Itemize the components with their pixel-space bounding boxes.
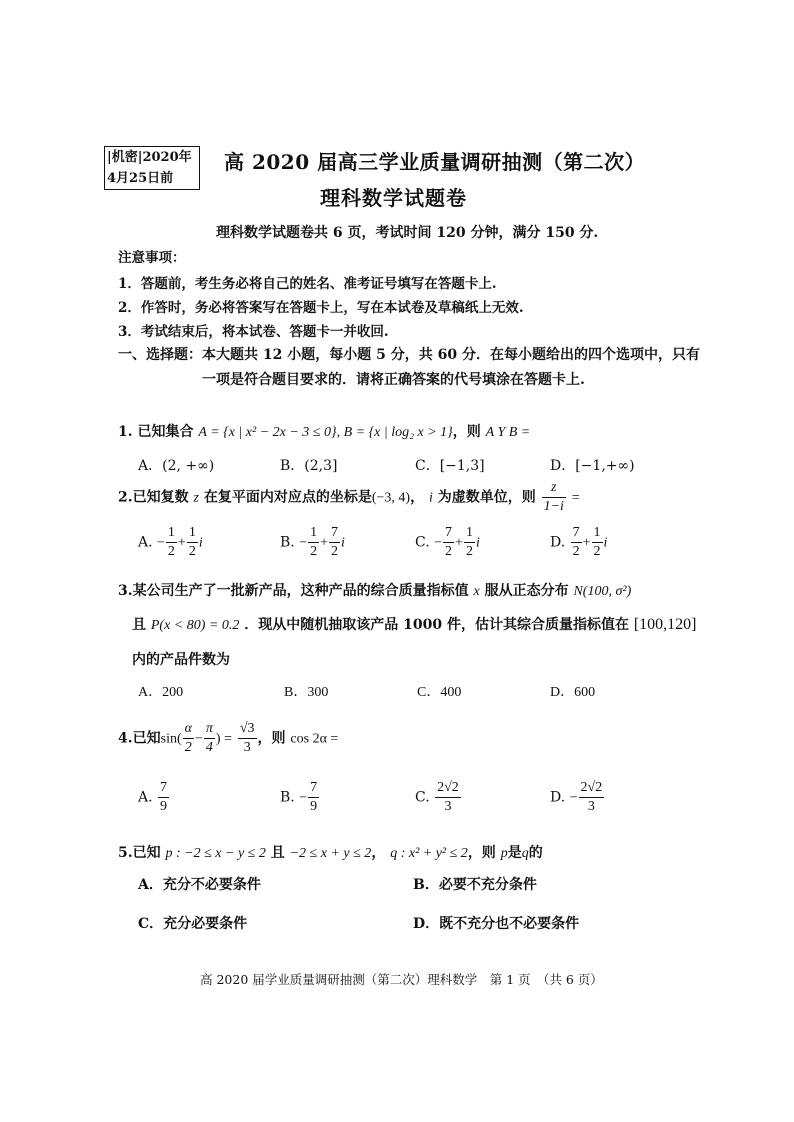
question-2: [118, 481, 580, 514]
math-fraction: [542, 481, 566, 514]
notes-heading: 注意事项：: [118, 250, 186, 266]
question-text: ，则: [452, 424, 481, 440]
option-a: [138, 526, 203, 559]
math-expression: (−3, 4): [371, 490, 411, 506]
note-item: 1．答题前，考生务必将自己的姓名、准考证号填写在答题卡上.: [118, 276, 497, 292]
math-fraction: [592, 526, 603, 559]
option-d: [550, 526, 607, 559]
math-fraction: [443, 526, 454, 559]
question-text: 已知: [132, 845, 161, 861]
math-operator: ) =: [215, 731, 232, 747]
seal-line-2: 4月25日前: [107, 171, 174, 186]
math-var: q: [521, 846, 529, 861]
math-fraction: [329, 526, 340, 559]
fraction-numerator: 2√2: [435, 781, 461, 798]
math-fraction: [187, 526, 198, 559]
question-number: 4.: [118, 730, 133, 747]
question-text: 在复平面内对应点的坐标是: [203, 489, 372, 506]
math-var: i: [341, 535, 345, 551]
math-equals: =: [571, 490, 580, 506]
option-b: [280, 526, 345, 559]
math-fraction: [204, 722, 215, 755]
math-fraction: [308, 781, 319, 814]
fraction-denominator: 2: [331, 544, 339, 559]
fraction-numerator: 7: [571, 526, 582, 543]
fraction-numerator: 1: [187, 526, 198, 543]
fraction-numerator: 7: [158, 781, 169, 798]
option-label: D.: [550, 534, 566, 551]
option-c: C．充分必要条件: [138, 916, 248, 932]
fraction-denominator: 2: [184, 740, 192, 755]
math-expression: cos 2α =: [290, 731, 339, 747]
fraction-numerator: 1: [166, 526, 177, 543]
math-operator: +: [177, 535, 186, 551]
option-label: C.: [415, 789, 430, 806]
fraction-denominator: 2: [167, 544, 175, 559]
question-text: 已知: [132, 730, 161, 747]
fraction-denominator: 2: [310, 544, 318, 559]
question-text: 某公司生产了一批新产品，这种产品的综合质量指标值: [132, 583, 469, 599]
question-text: 的: [528, 845, 543, 861]
math-var: i: [428, 490, 433, 506]
option-d: D．600: [550, 685, 596, 700]
math-fraction: [158, 781, 169, 814]
question-text: ，: [371, 845, 386, 861]
fraction-denominator: 9: [310, 799, 318, 814]
math-var: i: [475, 535, 480, 551]
seal-line-1: |机密|2020年: [107, 150, 192, 165]
math-var: z: [193, 490, 199, 506]
math-sign: −: [569, 790, 578, 806]
question-3: [118, 580, 631, 600]
math-expression: q : x² + y² ≤ 2: [390, 846, 468, 861]
question-text: 为虚数单位，则: [437, 489, 536, 506]
exam-subtitle: 理科数学试题卷: [320, 186, 467, 210]
math-expression: N(100, σ²): [573, 584, 632, 599]
exam-title: 高 2020 届高三学业质量调研抽测（第二次）: [224, 150, 646, 174]
math-fraction: [166, 526, 177, 559]
fraction-denominator: 2: [572, 544, 580, 559]
math-var: i: [198, 535, 203, 551]
math-fraction: [435, 781, 461, 814]
math-sign: −: [434, 535, 443, 551]
math-expression: −2 ≤ x + y ≤ 2: [289, 846, 372, 861]
option-c: C．400: [417, 685, 462, 700]
question-text: 已知复数: [132, 489, 189, 506]
question-4: [118, 722, 338, 755]
fraction-denominator: 2: [465, 544, 473, 559]
math-fraction: [579, 781, 605, 814]
fraction-numerator: 2√2: [579, 781, 605, 798]
question-text: ，: [410, 489, 425, 506]
fraction-numerator: 1: [592, 526, 603, 543]
math-var: x: [473, 584, 480, 599]
question-number: 3.: [118, 583, 133, 599]
note-item: 2．作答时，务必将答案写在答题卡上，写在本试卷及草稿纸上无效.: [118, 300, 524, 316]
question-3-line-2: [132, 614, 696, 634]
option-b: B．必要不充分条件: [413, 877, 537, 893]
option-a: [138, 781, 170, 814]
math-fraction: [464, 526, 475, 559]
math-operator: +: [582, 535, 591, 551]
question-5: [118, 842, 543, 862]
fraction-denominator: 3: [587, 799, 595, 814]
note-item: 3．考试结束后，将本试卷、答题卡一并收回.: [118, 324, 389, 340]
confidential-seal: [104, 146, 200, 190]
math-sign: −: [157, 535, 165, 551]
question-text: 已知集合: [137, 424, 194, 440]
math-var: i: [603, 535, 608, 551]
question-text: ，则: [467, 845, 496, 861]
math-fraction: [308, 526, 319, 559]
option-label: A.: [138, 534, 153, 551]
option-b: B．300: [284, 685, 329, 700]
fraction-numerator: z: [542, 481, 566, 498]
question-number: 5.: [118, 845, 133, 861]
fraction-numerator: 1: [308, 526, 319, 543]
math-expression: A = {x | x² − 2x − 3 ≤ 0}, B = {x | log₂ x > 1}: [198, 425, 453, 440]
fraction-denominator: 3: [243, 740, 251, 755]
option-c: C．[−1,3]: [415, 458, 485, 474]
math-expression: A Y B =: [485, 425, 531, 440]
fraction-numerator: 7: [308, 781, 319, 798]
section-heading-cont: 一项是符合题目要求的．请将正确答案的代号填涂在答题卡上.: [202, 372, 585, 388]
question-number: 2.: [118, 489, 133, 506]
fraction-numerator: 7: [443, 526, 454, 543]
fraction-denominator: 3: [444, 799, 452, 814]
math-sign: −: [299, 790, 308, 806]
math-var: p: [500, 846, 508, 861]
math-fraction: [183, 722, 194, 755]
question-text: ．现从中随机抽取该产品 1000 件，估计其综合质量指标值在: [244, 617, 629, 633]
math-operator: −: [194, 731, 203, 747]
math-expression: [100,120]: [633, 616, 697, 633]
question-text: 且: [132, 617, 146, 633]
math-operator: +: [320, 535, 329, 551]
question-text: 且: [270, 845, 285, 861]
fraction-denominator: 9: [160, 799, 168, 814]
fraction-numerator: α: [183, 722, 194, 739]
question-text: 是: [507, 845, 522, 861]
fraction-denominator: 4: [205, 740, 213, 755]
page-footer: 高 2020 届学业质量调研抽测（第二次）理科数学 第 1 页 （共 6 页）: [200, 972, 603, 987]
option-label: C.: [415, 534, 430, 551]
fraction-numerator: π: [204, 722, 215, 739]
fraction-numerator: √3: [238, 722, 257, 739]
option-label: A.: [138, 789, 153, 806]
fraction-numerator: 7: [329, 526, 340, 543]
math-expression: p : −2 ≤ x − y ≤ 2: [165, 846, 266, 861]
option-d: D．既不充分也不必要条件: [413, 916, 580, 932]
fraction-numerator: 1: [464, 526, 475, 543]
question-number: 1.: [118, 424, 133, 440]
option-b: [280, 781, 320, 814]
fraction-denominator: 2: [593, 544, 601, 559]
option-label: B.: [280, 534, 295, 551]
exam-intro: 理科数学试题卷共 6 页，考试时间 120 分钟，满分 150 分.: [216, 225, 599, 241]
option-a: A．充分不必要条件: [138, 877, 261, 893]
fraction-denominator: 2: [445, 544, 453, 559]
option-b: B．(2,3]: [280, 458, 338, 474]
option-label: D.: [550, 789, 566, 806]
question-text: 服从正态分布: [484, 583, 569, 599]
option-d: D．[−1,+∞): [550, 458, 635, 474]
math-expression: P(x < 80) = 0.2: [150, 618, 240, 633]
question-1: [118, 421, 530, 441]
math-fraction: [238, 722, 257, 755]
fraction-denominator: 1−i: [543, 499, 564, 514]
math-fraction: [571, 526, 582, 559]
option-d: [550, 781, 605, 814]
option-label: B.: [280, 789, 295, 806]
math-operator: +: [455, 535, 463, 551]
fraction-denominator: 2: [188, 544, 196, 559]
option-c: [415, 526, 480, 559]
option-c: [415, 781, 462, 814]
question-text: ，则: [257, 730, 286, 747]
section-heading: 一、选择题：本大题共 12 小题，每小题 5 分，共 60 分．在每小题给出的四个选项中，只有: [118, 347, 700, 363]
option-a: A．(2, +∞): [138, 458, 215, 474]
option-a: A．200: [138, 685, 184, 700]
math-sign: −: [299, 535, 308, 551]
question-3-line-3: 内的产品件数为: [132, 652, 230, 668]
math-func: sin(: [160, 731, 182, 747]
